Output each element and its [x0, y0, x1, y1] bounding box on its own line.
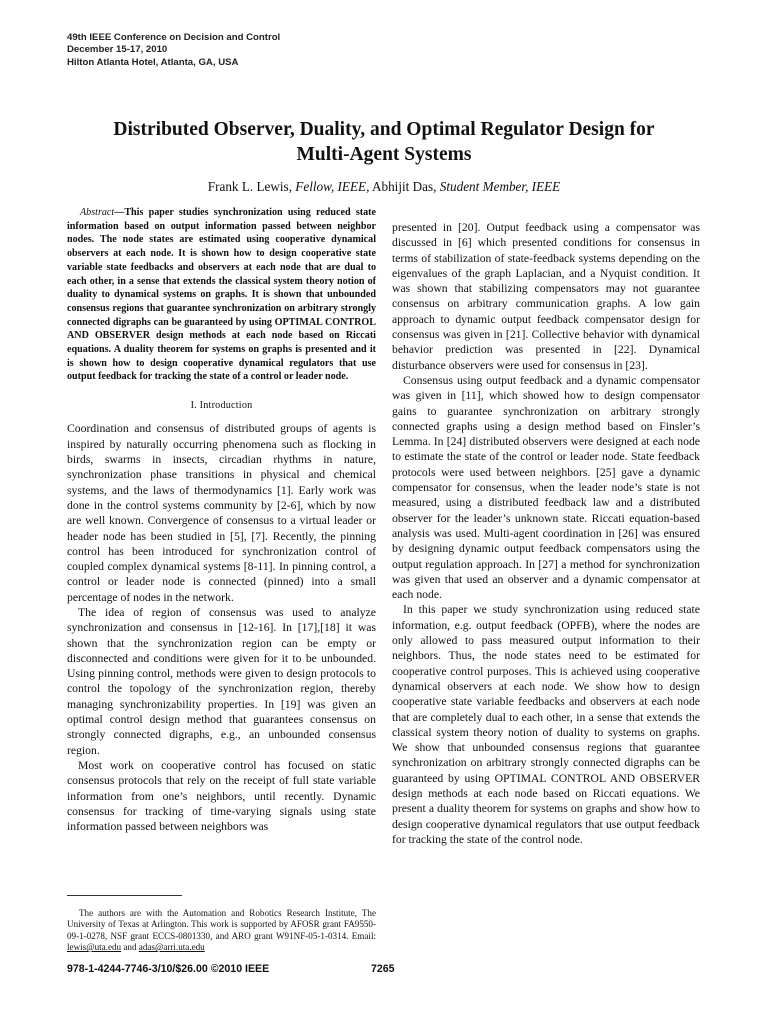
conference-header	[67, 32, 280, 69]
abstract-label: Abstract	[80, 207, 115, 218]
body-paragraph: Most work on cooperative control has focused on static consensus protocols that rely on the receipt of full state variable information from one’s neighbors, until recently. Dynamic consensus for tracking of time-varying signals using state information passed between neighbors was	[67, 758, 376, 834]
author-2: Abhijit Das,	[369, 179, 440, 194]
footnote-divider	[67, 895, 182, 896]
isbn-copyright: 978-1-4244-7746-3/10/$26.00 ©2010 IEEE	[67, 963, 270, 975]
body-paragraph: Consensus using output feedback and a dynamic compensator was given in [11], which showed how to design compensator gains to guarantee synchronization on arbitrary strongly connected graphs using a design method based on Finsler’s Lemma. In [24] distributed observers were designed at each node to estimate the state of the control or leader node. State feedback protocols were used between neighbors. [25] gave a dynamic compensator for consensus, when the leader node’s state is not measured, using a distributed feedback law and a distributed observer for the leader’s unknown state. Riccati equation-based analysis was used. Multi-agent coordination in [26] was ensured by designing dynamic output feedback compensators using the output regulation approach. In [27] a method for synchronization was given that used an observer and a dynamic compensator at each node.	[392, 373, 700, 602]
paper-title	[60, 117, 708, 167]
title-line-2: Multi-Agent Systems	[296, 144, 472, 165]
author-1-title: Fellow, IEEE,	[295, 179, 370, 194]
section-heading-introduction: I. Introduction	[190, 400, 253, 412]
author-1: Frank L. Lewis,	[207, 179, 296, 194]
abstract	[67, 206, 376, 384]
right-column	[392, 220, 700, 847]
page-number: 7265	[371, 963, 395, 975]
footnote-and: and	[121, 942, 139, 953]
conference-venue: Hilton Atlanta Hotel, Atlanta, GA, USA	[67, 56, 239, 68]
email-link-1[interactable]: lewis@uta.edu	[67, 942, 122, 953]
conference-name: 49th IEEE Conference on Decision and Control	[67, 32, 281, 43]
email-link-2[interactable]: adas@arri.uta.edu	[138, 942, 205, 953]
conference-dates: December 15-17, 2010	[67, 44, 168, 56]
body-paragraph: The idea of region of consensus was used to analyze synchronization and consensus in [12-16]. In [17],[18] it was shown that the synchronization region can be empty or disconnected and conditions were given for it to be unbounded. Using pinning control, methods were given to design protocols to control the topology of the synchronization region, thereby managing synchronizability properties. In [19] was given an optimal control design method that guarantees consensus on strongly connected digraphs, e.g., an unbounded consensus region.	[67, 606, 376, 757]
title-line-1: Distributed Observer, Duality, and Optimal Regulator Design for	[113, 119, 655, 140]
body-paragraph: Coordination and consensus of distributed groups of agents is inspired by naturally occurring phenomena such as flocking in birds, swarms in insects, circadian rhythms in nature, synchronization phase transitions in physical and chemical systems, and the laws of thermodynamics [1]. Early work was done in the control systems community by [2-6], which by now are well known. Convergence of consensus to a virtual leader or header node has been studied in [5], [7]. Recently, the pinning control has been introduced for synchronization control of coupled complex dynamical systems [8-11]. In pinning control, a control or leader node is connected (pinned) into a small percentage of nodes in the network.	[67, 422, 376, 604]
footnote-text: The authors are with the Automation and Robotics Research Institute, The University of Texas at Arlington. This work is supported by AFOSR grant FA9550-09-1-0278, NSF grant ECCS-0801330, and ARO grant W91NF-05-1-0314. Email:	[67, 908, 376, 941]
abstract-text: —This paper studies synchronization using reduced state information based on output information passed between neighbor nodes. The node states are estimated using cooperative dynamical observers at each node. It is shown how to design cooperative state variable state feedbacks and observers at each node that are dual to each other, in a sense that extends the classical system theory notion of duality to dynamical systems on graphs. It is shown that unbounded consensus regions that guarantee synchronization on arbitrary strongly connected digraphs can be guaranteed by using OPTIMAL CONTROL AND OBSERVER design methods at each node based on Riccati equations. A duality theorem for systems on graphs is presented and it is shown how to design cooperative dynamical regulators that use output feedback for tracking the state of a control or leader node.	[67, 207, 376, 383]
author-line	[60, 179, 708, 195]
body-paragraph: In this paper we study synchronization using reduced state information, e.g. output feedback (OPFB), where the nodes are only allowed to pass measured output information to their neighbors. Thus, the node states need to be estimated for cooperative control purposes. This is achieved using cooperative dynamical observers at each node. We show how to design cooperative state variable feedbacks and observers at each node that are completely dual to each other, in a sense that extends the classical system theory notion of duality to systems on graphs. We show that unbounded consensus regions that guarantee synchronization on arbitrary strongly connected digraphs can be guaranteed by using OPTIMAL CONTROL AND OBSERVER design methods at each node based on Riccati equations. We present a duality theorem for systems on graphs and show how to design cooperative dynamical regulators that use output feedback for tracking the state of the control node.	[392, 603, 700, 846]
left-column	[67, 206, 376, 834]
author-2-title: Student Member, IEEE	[439, 179, 561, 194]
footnote	[67, 908, 376, 954]
body-paragraph: presented in [20]. Output feedback using a compensator was discussed in [6] which presented conditions for consensus in terms of stabilization of state-feedback systems depending on the eigenvalues of the graph Laplacian, and a Nyquist condition. It was shown that stabilizing compensators may not guarantee consensus on arbitrary communication graphs. A low gain approach to dynamic output feedback compensator design for consensus was given in [21]. Collective behavior with dynamical behavior prediction was presented in [22]. Dynamical disturbance observers were used for consensus in [23].	[392, 221, 700, 372]
